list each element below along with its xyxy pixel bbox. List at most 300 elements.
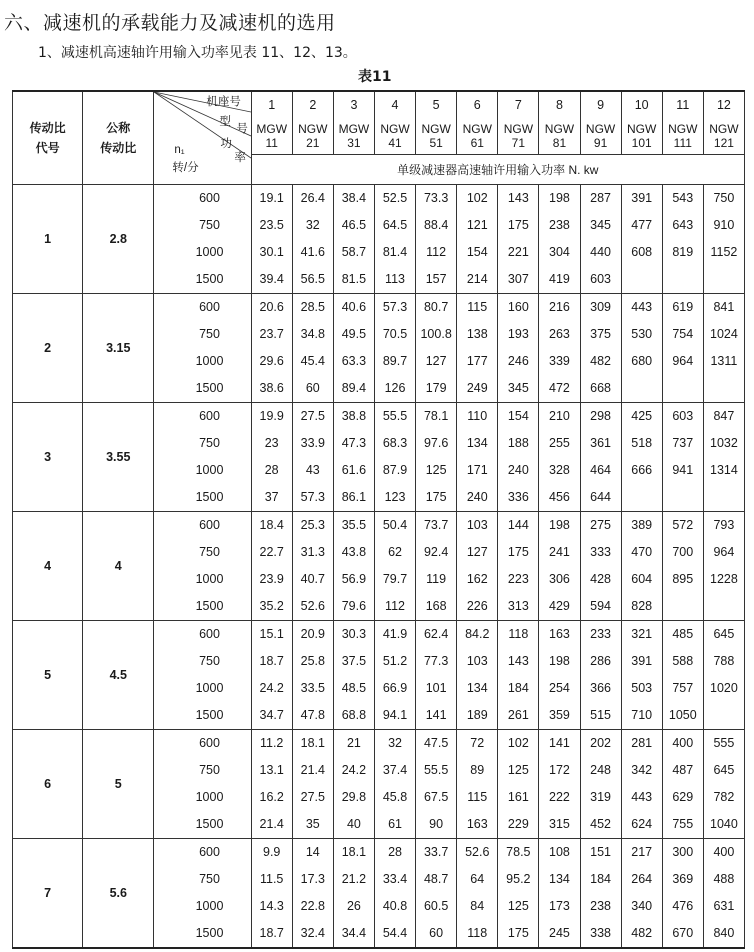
power-value: 309 xyxy=(590,300,611,314)
power-value-cell xyxy=(333,403,374,512)
power-value: 307 xyxy=(507,272,529,286)
power-value-cell xyxy=(703,403,744,512)
power-value: 530 xyxy=(631,327,653,341)
power-value: 315 xyxy=(549,817,570,831)
power-value-cell xyxy=(251,621,292,730)
ratio-group-row xyxy=(13,185,745,294)
power-value: 47.8 xyxy=(300,708,325,722)
power-value: 246 xyxy=(507,354,529,368)
power-unit-caption: 单级减速器高速轴许用输入功率 N. kw xyxy=(251,154,744,185)
seat-number: 9 xyxy=(580,91,621,119)
power-value-cell xyxy=(292,839,333,949)
seat-number: 5 xyxy=(416,91,457,119)
power-value: 487 xyxy=(672,763,694,777)
power-value: 123 xyxy=(384,490,406,504)
header-ratio-code: 传动比 代号 xyxy=(13,91,83,185)
power-value-cell xyxy=(416,621,457,730)
power-value: 45.8 xyxy=(382,790,408,804)
power-value: 254 xyxy=(549,681,570,695)
power-value: 1228 xyxy=(710,572,738,586)
power-value: 40.8 xyxy=(382,899,408,913)
power-value: 52.5 xyxy=(382,191,408,205)
power-value-cell xyxy=(662,512,703,621)
power-value: 40.6 xyxy=(341,300,367,314)
power-value: 38.8 xyxy=(341,409,367,423)
nominal-ratio: 5 xyxy=(83,730,154,839)
power-value: 188 xyxy=(507,436,529,450)
power-value: 819 xyxy=(672,245,694,259)
power-value-cell xyxy=(457,185,498,294)
power-value-cell xyxy=(498,730,539,839)
power-value: 419 xyxy=(549,272,570,286)
power-value-cell xyxy=(457,403,498,512)
power-value: 1152 xyxy=(710,245,738,259)
power-value: 33.4 xyxy=(382,872,408,886)
power-value: 645 xyxy=(713,763,735,777)
input-speed: 750 xyxy=(199,218,220,232)
power-value: 20.6 xyxy=(259,300,284,314)
power-value: 757 xyxy=(672,681,694,695)
power-value: 22.8 xyxy=(300,899,325,913)
power-value: 11.2 xyxy=(259,736,284,750)
power-value-cell xyxy=(662,730,703,839)
power-value: 80.7 xyxy=(423,300,449,314)
power-value: 338 xyxy=(590,926,611,940)
power-value: 134 xyxy=(466,436,488,450)
power-value: 223 xyxy=(507,572,529,586)
input-speed-cell xyxy=(154,621,251,730)
power-value: 68.3 xyxy=(382,436,408,450)
power-value: 103 xyxy=(466,518,488,532)
power-value-cell xyxy=(662,403,703,512)
power-value: 680 xyxy=(631,354,653,368)
power-value: 79.7 xyxy=(382,572,408,586)
power-value: 64.5 xyxy=(382,218,408,232)
label-model-right: 号 xyxy=(236,123,248,135)
power-value-cell xyxy=(457,839,498,949)
power-value: 198 xyxy=(549,654,570,668)
power-value-cell xyxy=(539,839,580,949)
power-value: 55.5 xyxy=(423,763,449,777)
power-value: 43 xyxy=(305,463,320,477)
input-speed-cell xyxy=(154,730,251,839)
section-subheading: 1、减速机高速轴许用输入功率见表 11、12、13。 xyxy=(38,45,357,61)
model-code: NGW 51 xyxy=(416,119,457,154)
ratio-group-row xyxy=(13,621,745,730)
power-value: 102 xyxy=(466,191,488,205)
power-value-cell xyxy=(539,730,580,839)
power-value: 604 xyxy=(631,572,653,586)
power-value: 151 xyxy=(590,845,611,859)
power-value: 134 xyxy=(549,872,570,886)
power-value-cell xyxy=(703,839,744,949)
power-value: 248 xyxy=(590,763,611,777)
power-value-cell xyxy=(251,185,292,294)
power-value xyxy=(663,484,703,511)
power-value-cell xyxy=(703,185,744,294)
power-value: 313 xyxy=(507,599,529,613)
power-value: 245 xyxy=(549,926,570,940)
power-value: 113 xyxy=(385,272,405,286)
power-value: 32 xyxy=(388,736,402,750)
power-value: 28.5 xyxy=(300,300,325,314)
model-code: NGW 71 xyxy=(498,119,539,154)
power-value-cell xyxy=(498,294,539,403)
power-value-cell xyxy=(333,294,374,403)
power-value: 840 xyxy=(713,926,735,940)
power-value: 88.4 xyxy=(423,218,449,232)
power-value: 94.1 xyxy=(382,708,408,722)
power-value-cell xyxy=(251,730,292,839)
input-speed-cell xyxy=(154,839,251,949)
model-code: NGW 41 xyxy=(374,119,415,154)
power-value: 375 xyxy=(590,327,611,341)
power-value: 177 xyxy=(466,354,488,368)
input-speed: 750 xyxy=(199,327,220,341)
power-value: 304 xyxy=(549,245,570,259)
power-value: 25.3 xyxy=(300,518,325,532)
power-value: 108 xyxy=(549,845,570,859)
power-value: 30.1 xyxy=(259,245,284,259)
input-speed: 600 xyxy=(199,845,220,859)
power-value: 168 xyxy=(425,599,447,613)
power-value: 793 xyxy=(713,518,735,532)
power-value-cell xyxy=(621,185,662,294)
power-value: 555 xyxy=(713,736,735,750)
power-value xyxy=(622,375,662,402)
power-value: 125 xyxy=(507,763,529,777)
power-value-cell xyxy=(621,621,662,730)
power-value: 222 xyxy=(549,790,570,804)
power-value: 19.1 xyxy=(259,191,284,205)
power-value: 26 xyxy=(346,899,361,913)
power-value: 428 xyxy=(590,572,611,586)
power-value: 43.8 xyxy=(341,545,367,559)
power-value: 737 xyxy=(672,436,694,450)
power-value: 38.6 xyxy=(259,381,284,395)
power-value: 161 xyxy=(507,790,529,804)
model-code: NGW 21 xyxy=(292,119,333,154)
power-value: 477 xyxy=(631,218,653,232)
power-value-cell xyxy=(662,185,703,294)
power-value: 13.1 xyxy=(259,763,284,777)
power-value: 16.2 xyxy=(259,790,284,804)
power-value: 369 xyxy=(672,872,694,886)
power-value: 184 xyxy=(507,681,529,695)
power-value-cell xyxy=(539,512,580,621)
power-value: 119 xyxy=(426,572,447,586)
power-value-cell xyxy=(374,294,415,403)
power-value: 452 xyxy=(590,817,611,831)
power-value: 79.6 xyxy=(341,599,367,613)
power-value: 543 xyxy=(672,191,694,205)
power-value: 1311 xyxy=(710,354,738,368)
power-value xyxy=(622,266,662,293)
power-value: 52.6 xyxy=(300,599,325,613)
power-value: 518 xyxy=(631,436,653,450)
nominal-ratio: 3.15 xyxy=(83,294,154,403)
power-value: 193 xyxy=(507,327,529,341)
input-speed: 1000 xyxy=(195,354,224,368)
seat-number: 4 xyxy=(374,91,415,119)
power-value-cell xyxy=(703,730,744,839)
power-value: 58.7 xyxy=(341,245,367,259)
power-value: 56.5 xyxy=(300,272,325,286)
power-value: 112 xyxy=(385,599,405,613)
power-value: 118 xyxy=(467,926,488,940)
power-value: 103 xyxy=(466,654,488,668)
power-value: 328 xyxy=(549,463,570,477)
power-value-cell xyxy=(292,294,333,403)
power-value: 1314 xyxy=(710,463,738,477)
power-value: 163 xyxy=(466,817,488,831)
model-code: NGW 111 xyxy=(662,119,703,154)
power-value: 464 xyxy=(590,463,611,477)
power-value-cell xyxy=(498,185,539,294)
power-value: 49.5 xyxy=(341,327,367,341)
power-value: 100.8 xyxy=(420,327,452,341)
power-value: 78.5 xyxy=(506,845,531,859)
power-value: 18.4 xyxy=(259,518,284,532)
power-value-cell xyxy=(580,512,621,621)
power-value: 198 xyxy=(549,191,570,205)
power-value: 33.9 xyxy=(300,436,325,450)
input-speed-cell xyxy=(154,512,251,621)
power-value: 443 xyxy=(631,790,653,804)
power-value: 31.3 xyxy=(300,545,325,559)
power-value: 275 xyxy=(590,518,611,532)
power-value: 115 xyxy=(467,300,488,314)
power-value-cell xyxy=(457,621,498,730)
power-value: 56.9 xyxy=(341,572,367,586)
label-power-top: 功 xyxy=(220,138,232,150)
power-value: 476 xyxy=(672,899,694,913)
power-value: 27.5 xyxy=(300,409,325,423)
power-value: 23.5 xyxy=(259,218,284,232)
power-value: 172 xyxy=(549,763,570,777)
seat-number: 10 xyxy=(621,91,662,119)
power-value: 34.4 xyxy=(341,926,367,940)
power-value-cell xyxy=(251,294,292,403)
power-value: 306 xyxy=(549,572,570,586)
input-speed-cell xyxy=(154,403,251,512)
power-value: 73.3 xyxy=(423,191,449,205)
input-speed-cell xyxy=(154,185,251,294)
power-value: 52.6 xyxy=(465,845,490,859)
power-value: 1024 xyxy=(710,327,738,341)
power-value: 110 xyxy=(467,409,488,423)
power-value-cell xyxy=(580,403,621,512)
power-value: 198 xyxy=(549,518,570,532)
power-value: 319 xyxy=(590,790,611,804)
power-value-cell xyxy=(374,621,415,730)
power-value: 171 xyxy=(466,463,488,477)
power-value: 50.4 xyxy=(382,518,408,532)
power-value-cell xyxy=(621,839,662,949)
input-speed: 1500 xyxy=(195,708,224,722)
power-value: 241 xyxy=(549,545,570,559)
power-value: 179 xyxy=(425,381,447,395)
power-value-cell xyxy=(662,839,703,949)
power-value: 588 xyxy=(672,654,694,668)
power-value-cell xyxy=(416,185,457,294)
power-value-cell xyxy=(416,730,457,839)
input-speed: 1000 xyxy=(195,899,224,913)
power-value xyxy=(704,375,744,402)
input-speed: 1500 xyxy=(195,490,224,504)
power-value: 754 xyxy=(672,327,694,341)
power-value: 57.3 xyxy=(300,490,325,504)
ratio-group-row xyxy=(13,294,745,403)
power-value: 64 xyxy=(470,872,485,886)
power-value xyxy=(663,375,703,402)
power-value-cell xyxy=(498,839,539,949)
power-value-cell xyxy=(539,294,580,403)
power-value: 160 xyxy=(507,300,529,314)
power-value: 175 xyxy=(507,545,529,559)
power-value: 89.7 xyxy=(382,354,408,368)
power-value: 670 xyxy=(672,926,694,940)
model-code: MGW 11 xyxy=(251,119,292,154)
power-value-cell xyxy=(457,294,498,403)
power-value: 41.6 xyxy=(300,245,325,259)
power-value-cell xyxy=(580,730,621,839)
power-value: 73.7 xyxy=(423,518,449,532)
power-value: 90 xyxy=(429,817,444,831)
power-value: 361 xyxy=(590,436,611,450)
power-value: 62.4 xyxy=(423,627,449,641)
power-value: 281 xyxy=(631,736,653,750)
power-value: 86.1 xyxy=(341,490,367,504)
power-value: 286 xyxy=(590,654,611,668)
power-value: 154 xyxy=(466,245,488,259)
power-value: 300 xyxy=(672,845,694,859)
power-value: 30.3 xyxy=(341,627,367,641)
ratio-group-row xyxy=(13,512,745,621)
power-value-cell xyxy=(416,403,457,512)
power-value: 1020 xyxy=(710,681,738,695)
power-value: 23.9 xyxy=(259,572,284,586)
power-value: 84.2 xyxy=(465,627,490,641)
input-speed: 1000 xyxy=(195,245,224,259)
power-value: 115 xyxy=(467,790,488,804)
power-value: 18.1 xyxy=(300,736,325,750)
power-value: 34.8 xyxy=(300,327,325,341)
seat-number: 1 xyxy=(251,91,292,119)
power-value: 51.2 xyxy=(382,654,408,668)
power-value: 21.2 xyxy=(341,872,367,886)
power-value: 33.5 xyxy=(300,681,325,695)
power-value: 41.9 xyxy=(382,627,408,641)
power-value: 125 xyxy=(507,899,529,913)
power-value-cell xyxy=(333,621,374,730)
power-value: 624 xyxy=(631,817,653,831)
power-value: 46.5 xyxy=(341,218,367,232)
power-value-cell xyxy=(662,621,703,730)
seat-number: 12 xyxy=(703,91,744,119)
power-value-cell xyxy=(416,839,457,949)
power-value: 118 xyxy=(508,627,529,641)
nominal-ratio: 4.5 xyxy=(83,621,154,730)
power-value-cell xyxy=(333,730,374,839)
power-value: 391 xyxy=(631,191,653,205)
power-value-cell xyxy=(416,512,457,621)
power-value xyxy=(663,266,703,293)
label-n1: n₁ xyxy=(174,144,185,156)
power-value: 342 xyxy=(631,763,653,777)
power-value-cell xyxy=(539,621,580,730)
power-value: 255 xyxy=(549,436,570,450)
seat-number: 3 xyxy=(333,91,374,119)
power-value: 35 xyxy=(305,817,320,831)
power-value: 400 xyxy=(713,845,735,859)
power-value: 157 xyxy=(425,272,447,286)
power-value: 48.5 xyxy=(341,681,367,695)
power-value: 264 xyxy=(631,872,653,886)
power-value: 216 xyxy=(549,300,570,314)
power-value-cell xyxy=(457,512,498,621)
power-value: 287 xyxy=(590,191,611,205)
input-speed: 600 xyxy=(199,409,220,423)
power-value: 629 xyxy=(672,790,694,804)
power-value: 162 xyxy=(466,572,488,586)
power-value: 515 xyxy=(590,708,611,722)
power-value: 28 xyxy=(264,463,279,477)
power-value: 112 xyxy=(426,245,447,259)
label-model-top: 型 xyxy=(219,116,231,128)
power-value: 221 xyxy=(507,245,529,259)
power-value: 645 xyxy=(713,627,735,641)
power-value: 47.3 xyxy=(341,436,367,450)
power-value xyxy=(704,266,744,293)
power-value: 11.5 xyxy=(259,872,284,886)
power-value-cell xyxy=(621,512,662,621)
power-value: 14.3 xyxy=(259,899,284,913)
power-value-cell xyxy=(621,294,662,403)
power-value: 54.4 xyxy=(382,926,408,940)
model-code: NGW 101 xyxy=(621,119,662,154)
power-value-cell xyxy=(292,185,333,294)
power-value: 32 xyxy=(305,218,320,232)
section-heading: 六、减速机的承载能力及减速机的选用 xyxy=(4,12,336,34)
power-value: 40 xyxy=(346,817,361,831)
power-value: 89 xyxy=(470,763,485,777)
power-value: 61 xyxy=(388,817,402,831)
label-power-right: 率 xyxy=(234,152,246,164)
power-value: 84 xyxy=(470,899,485,913)
power-value: 81.5 xyxy=(341,272,367,286)
ratio-code: 2 xyxy=(13,294,83,403)
power-value-cell xyxy=(580,621,621,730)
power-value: 102 xyxy=(507,736,529,750)
power-value: 345 xyxy=(507,381,529,395)
input-speed: 1500 xyxy=(195,817,224,831)
power-value-cell xyxy=(498,621,539,730)
power-value: 184 xyxy=(590,872,611,886)
power-value: 48.7 xyxy=(423,872,449,886)
power-value-cell xyxy=(580,185,621,294)
ratio-group-row xyxy=(13,730,745,839)
power-value: 60.5 xyxy=(423,899,449,913)
power-value: 503 xyxy=(631,681,653,695)
power-value: 425 xyxy=(631,409,653,423)
power-value-cell xyxy=(374,730,415,839)
input-speed: 600 xyxy=(199,736,220,750)
power-value: 32.4 xyxy=(300,926,325,940)
power-value: 340 xyxy=(631,899,653,913)
power-value: 175 xyxy=(425,490,447,504)
power-value: 485 xyxy=(672,627,694,641)
